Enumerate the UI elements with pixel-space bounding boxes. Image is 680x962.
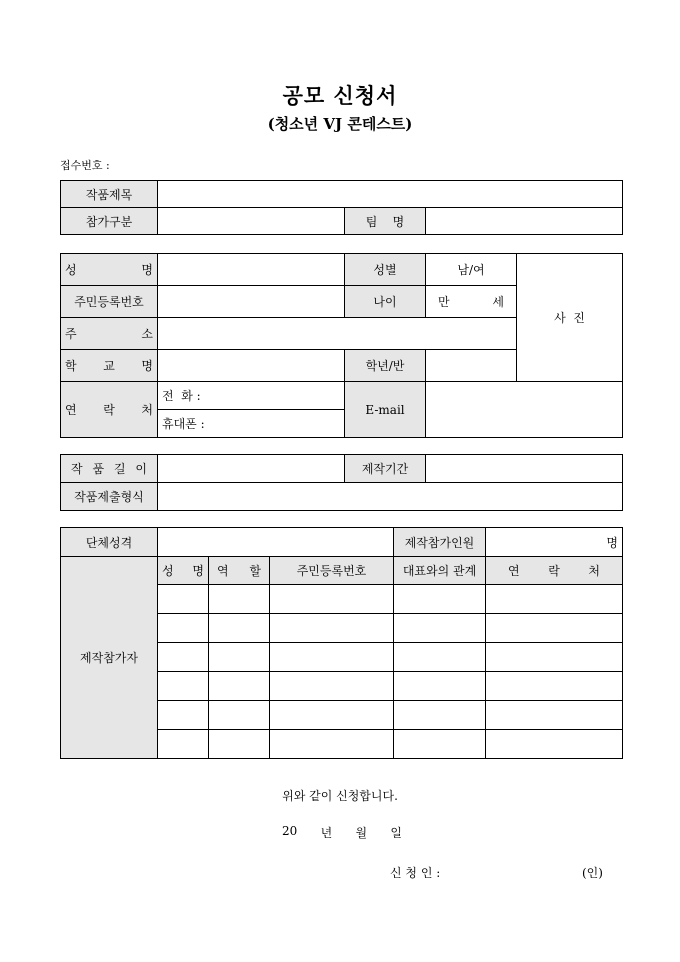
table-cell[interactable]: [270, 730, 394, 759]
table-cell[interactable]: [158, 672, 209, 701]
table-cell[interactable]: [270, 585, 394, 614]
name-field[interactable]: [158, 254, 345, 286]
table-cell[interactable]: [158, 643, 209, 672]
participants-label: 제작참가자: [61, 557, 158, 759]
team-name-field[interactable]: [426, 208, 623, 235]
table-cell[interactable]: [270, 614, 394, 643]
production-period-field[interactable]: [426, 455, 623, 483]
table-cell[interactable]: [270, 643, 394, 672]
grade-class-field[interactable]: [426, 350, 517, 382]
col-name-header: 성 명: [158, 557, 209, 585]
address-field[interactable]: [158, 318, 517, 350]
table-cell[interactable]: [486, 701, 623, 730]
resident-number-field[interactable]: [158, 286, 345, 318]
category-field[interactable]: [158, 208, 345, 235]
work-length-label: 작 품 길 이: [61, 455, 158, 483]
gender-field[interactable]: 남/여: [426, 254, 517, 286]
form-subtitle: (청소년 VJ 콘테스트): [267, 115, 413, 133]
col-relation-header: 대표와의 관계: [394, 557, 486, 585]
work-length-field[interactable]: [158, 455, 345, 483]
email-field[interactable]: [426, 382, 623, 438]
photo-box: 사 진: [517, 254, 623, 382]
table-cell[interactable]: [486, 672, 623, 701]
table-cell[interactable]: [486, 730, 623, 759]
email-label: E-mail: [345, 382, 426, 438]
participant-count-label: 제작참가인원: [394, 528, 486, 557]
receipt-number-label: 접수번호 :: [60, 159, 110, 172]
col-contact-header: 연 락 처: [486, 557, 623, 585]
resident-number-label: 주민등록번호: [61, 286, 158, 318]
name-label: 성 명: [61, 254, 158, 286]
age-field[interactable]: 만 세: [426, 286, 517, 318]
seal-mark: (인): [582, 866, 603, 880]
contact-label: 연 락 처: [61, 382, 158, 438]
table-cell[interactable]: [158, 585, 209, 614]
mobile-field[interactable]: 휴대폰 :: [158, 410, 345, 438]
work-info-table: [60, 454, 623, 511]
participants-table: [60, 527, 623, 759]
table-cell[interactable]: [394, 701, 486, 730]
applicant-label: 신 청 인 :: [390, 866, 441, 880]
age-label: 나이: [345, 286, 426, 318]
col-role-header: 역 할: [209, 557, 270, 585]
table-cell[interactable]: [209, 701, 270, 730]
submission-format-label: 작품제출형식: [61, 483, 158, 511]
address-label: 주 소: [61, 318, 158, 350]
work-title-field[interactable]: [158, 181, 623, 208]
table-cell[interactable]: [394, 672, 486, 701]
school-name-field[interactable]: [158, 350, 345, 382]
table-cell[interactable]: [209, 585, 270, 614]
table-cell[interactable]: [209, 672, 270, 701]
submission-format-field[interactable]: [158, 483, 623, 511]
participant-count-field[interactable]: 명: [486, 528, 623, 557]
applicant-info-table: [60, 253, 623, 438]
col-resident-header: 주민등록번호: [270, 557, 394, 585]
team-name-label: 팀 명: [345, 208, 426, 235]
table-cell[interactable]: [158, 730, 209, 759]
group-type-label: 단체성격: [61, 528, 158, 557]
form-title: 공모 신청서: [282, 83, 398, 108]
table-cell[interactable]: [486, 614, 623, 643]
work-title-label: 작품제목: [61, 181, 158, 208]
production-period-label: 제작기간: [345, 455, 426, 483]
table-cell[interactable]: [209, 614, 270, 643]
application-date: 20 년 월 일: [282, 824, 402, 840]
table-cell[interactable]: [270, 701, 394, 730]
table-cell[interactable]: [209, 730, 270, 759]
entry-info-table: [60, 180, 623, 235]
table-cell[interactable]: [209, 643, 270, 672]
table-cell[interactable]: [394, 585, 486, 614]
category-label: 참가구분: [61, 208, 158, 235]
table-cell[interactable]: [394, 643, 486, 672]
application-statement: 위와 같이 신청합니다.: [282, 789, 398, 803]
table-cell[interactable]: [394, 614, 486, 643]
group-type-field[interactable]: [158, 528, 394, 557]
table-cell[interactable]: [394, 730, 486, 759]
grade-class-label: 학년/반: [345, 350, 426, 382]
table-cell[interactable]: [158, 614, 209, 643]
table-cell[interactable]: [486, 643, 623, 672]
school-name-label: 학 교 명: [61, 350, 158, 382]
gender-label: 성별: [345, 254, 426, 286]
table-cell[interactable]: [486, 585, 623, 614]
table-cell[interactable]: [158, 701, 209, 730]
table-cell[interactable]: [270, 672, 394, 701]
phone-field[interactable]: 전 화 :: [158, 382, 345, 410]
